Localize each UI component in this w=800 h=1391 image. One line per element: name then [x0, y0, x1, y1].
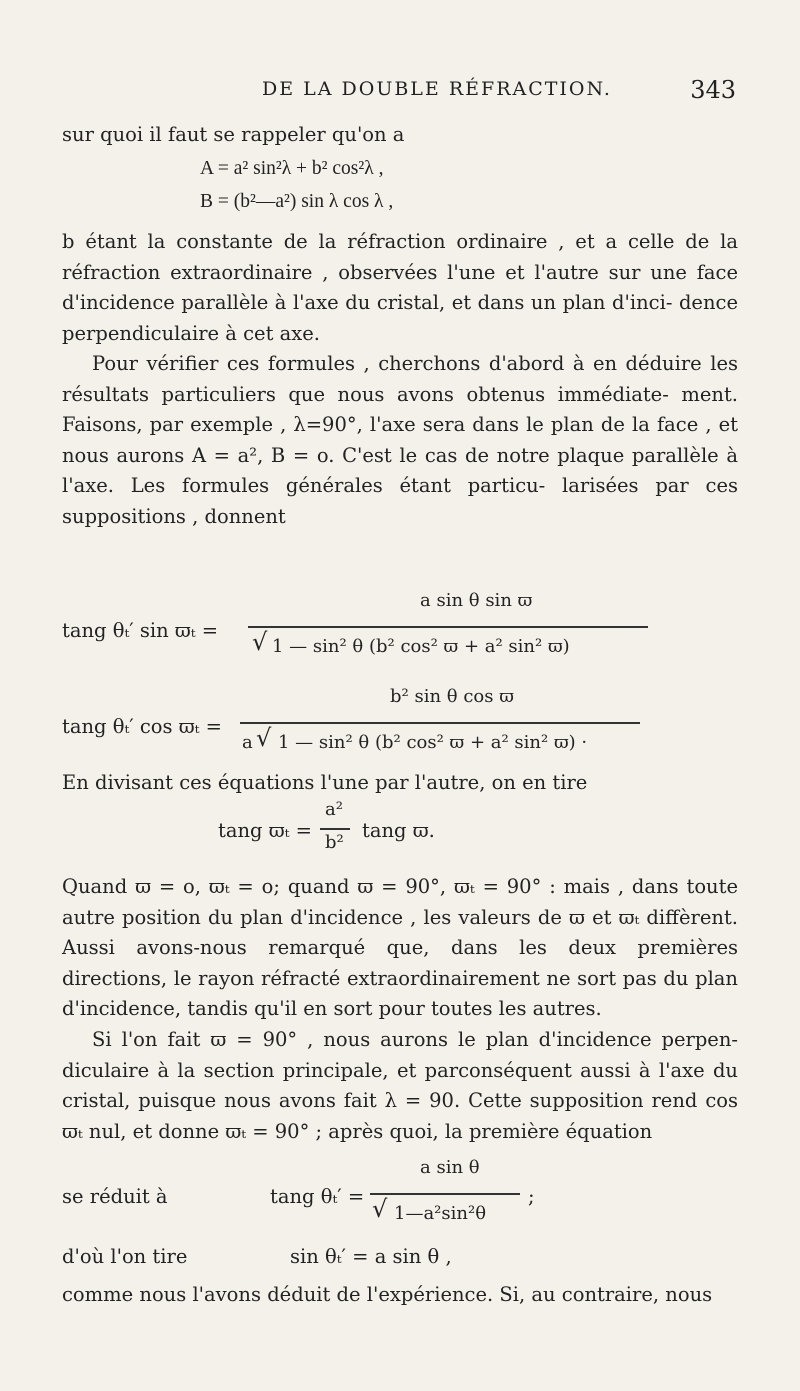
fraction-bar	[248, 626, 648, 628]
radical-sign: √	[256, 724, 272, 752]
running-title: DE LA DOUBLE RÉFRACTION.	[262, 78, 612, 100]
page-number: 343	[690, 76, 736, 104]
intro-line: sur quoi il faut se rappeler qu'on a	[62, 123, 405, 146]
closing-line: comme nous l'avons déduit de l'expérience. Si, au contraire, nous	[62, 1283, 713, 1306]
fraction-bar	[320, 828, 350, 830]
book-page: DE LA DOUBLE RÉFRACTION. 343 sur quoi il faut se rappeler qu'on a A = a² sin²λ + b² cos²λ , B = (b²—a²) sin λ cos λ , b étant la constante de la réfraction ordinaire , et a celle de la réfraction extraordinaire , observées l'une et l'autre sur une face d'incidence parallèle à l'axe du cristal, et dans un plan d'inci- dence perpendiculaire à cet axe. Pour vérifier ces formules , cherchons d'abord à en déduire les résultats particuliers que nous avons obtenus immédiate- ment. Faisons, par exemple , λ=90°, l'axe sera dans le plan de la face , et nous aurons A = a², B = o. C'est le cas de notre plaque parallèle à l'axe. Les formules générales étant particu- larisées par ces suppositions , donnent tang θₜ′ sin ϖₜ = a sin θ sin ϖ √ 1 — sin² θ (b² cos² ϖ + a² sin² ϖ) tang θₜ′ cos ϖₜ = b² sin θ cos ϖ a √ 1 — sin² θ (b² cos² ϖ + a² sin² ϖ) · En divisant ces équations l'une par l'autre, on en tire tang ϖₜ = a² b² tang ϖ. Quand ϖ = o, ϖₜ = o; quand ϖ = 90°, ϖₜ = 90° : mais , dans toute autre position du plan d'incidence , les valeurs de ϖ et ϖₜ diffèrent. Aussi avons-nous remarqué que, dans les deux premières directions, le rayon réfracté extraordinairement ne sort pas du plan d'incidence, tandis qu'il en sort pour toutes les autres. Si l'on fait ϖ = 90° , nous aurons le plan d'incidence perpen- diculaire à la section principale, et parconséquent aussi à l'axe du cristal, puisque nous avons fait λ = 90. Cette supposition rend cos ϖₜ nul, et donne ϖₜ = 90° ; après quoi, la première équation se réduit à tang θₜ′ = a sin θ √ 1—a²sin²θ ; d'où l'on tire sin θₜ′ = a sin θ , comme nous l'avons déduit de l'expérience. Si, au contraire, nous	[0, 0, 800, 1391]
paragraph-cases: Quand ϖ = o, ϖₜ = o; quand ϖ = 90°, ϖₜ = 90° : mais , dans toute autre position du plan d'incidence , les valeurs de ϖ et ϖₜ diffèrent. Aussi avons-nous remarqué que, dans les deux premières directions, le rayon réfracté extraordinairement ne sort pas du plan d'incidence, tandis qu'il en sort pour toutes les autres.	[62, 875, 738, 1020]
equation-b: B = (b²—a²) sin λ cos λ ,	[200, 191, 394, 212]
paragraph-verify: Pour vérifier ces formules , cherchons d'abord à en déduire les résultats particuliers que nous avons obtenus immédiate- ment. Faisons, par exemple , λ=90°, l'axe sera dans le plan de la face , et nous aurons A = a², B = o. C'est le cas de notre plaque parallèle à l'axe. Les formules générales étant particu- larisées par ces suppositions , donnent	[62, 352, 738, 528]
fraction-bar	[240, 722, 640, 724]
fraction-bar	[370, 1193, 520, 1195]
radical-sign: √	[252, 628, 268, 656]
radical-sign: √	[372, 1195, 388, 1223]
paragraph-perpendicular: Si l'on fait ϖ = 90° , nous aurons le plan d'incidence perpen- diculaire à la section principale, et parconséquent aussi à l'axe du cristal, puisque nous avons fait λ = 90. Cette supposition rend cos ϖₜ nul, et donne ϖₜ = 90° ; après quoi, la première équation	[62, 1028, 738, 1143]
page-header	[0, 78, 800, 108]
paragraph-constants: b étant la constante de la réfraction ordinaire , et a celle de la réfraction extraordinaire , observées l'une et l'autre sur une face d'incidence parallèle à l'axe du cristal, et dans un plan d'inci- dence perpendiculaire à cet axe.	[62, 230, 738, 345]
equation-a: A = a² sin²λ + b² cos²λ ,	[200, 158, 384, 179]
paragraph-divide: En divisant ces équations l'une par l'autre, on en tire	[62, 771, 588, 794]
